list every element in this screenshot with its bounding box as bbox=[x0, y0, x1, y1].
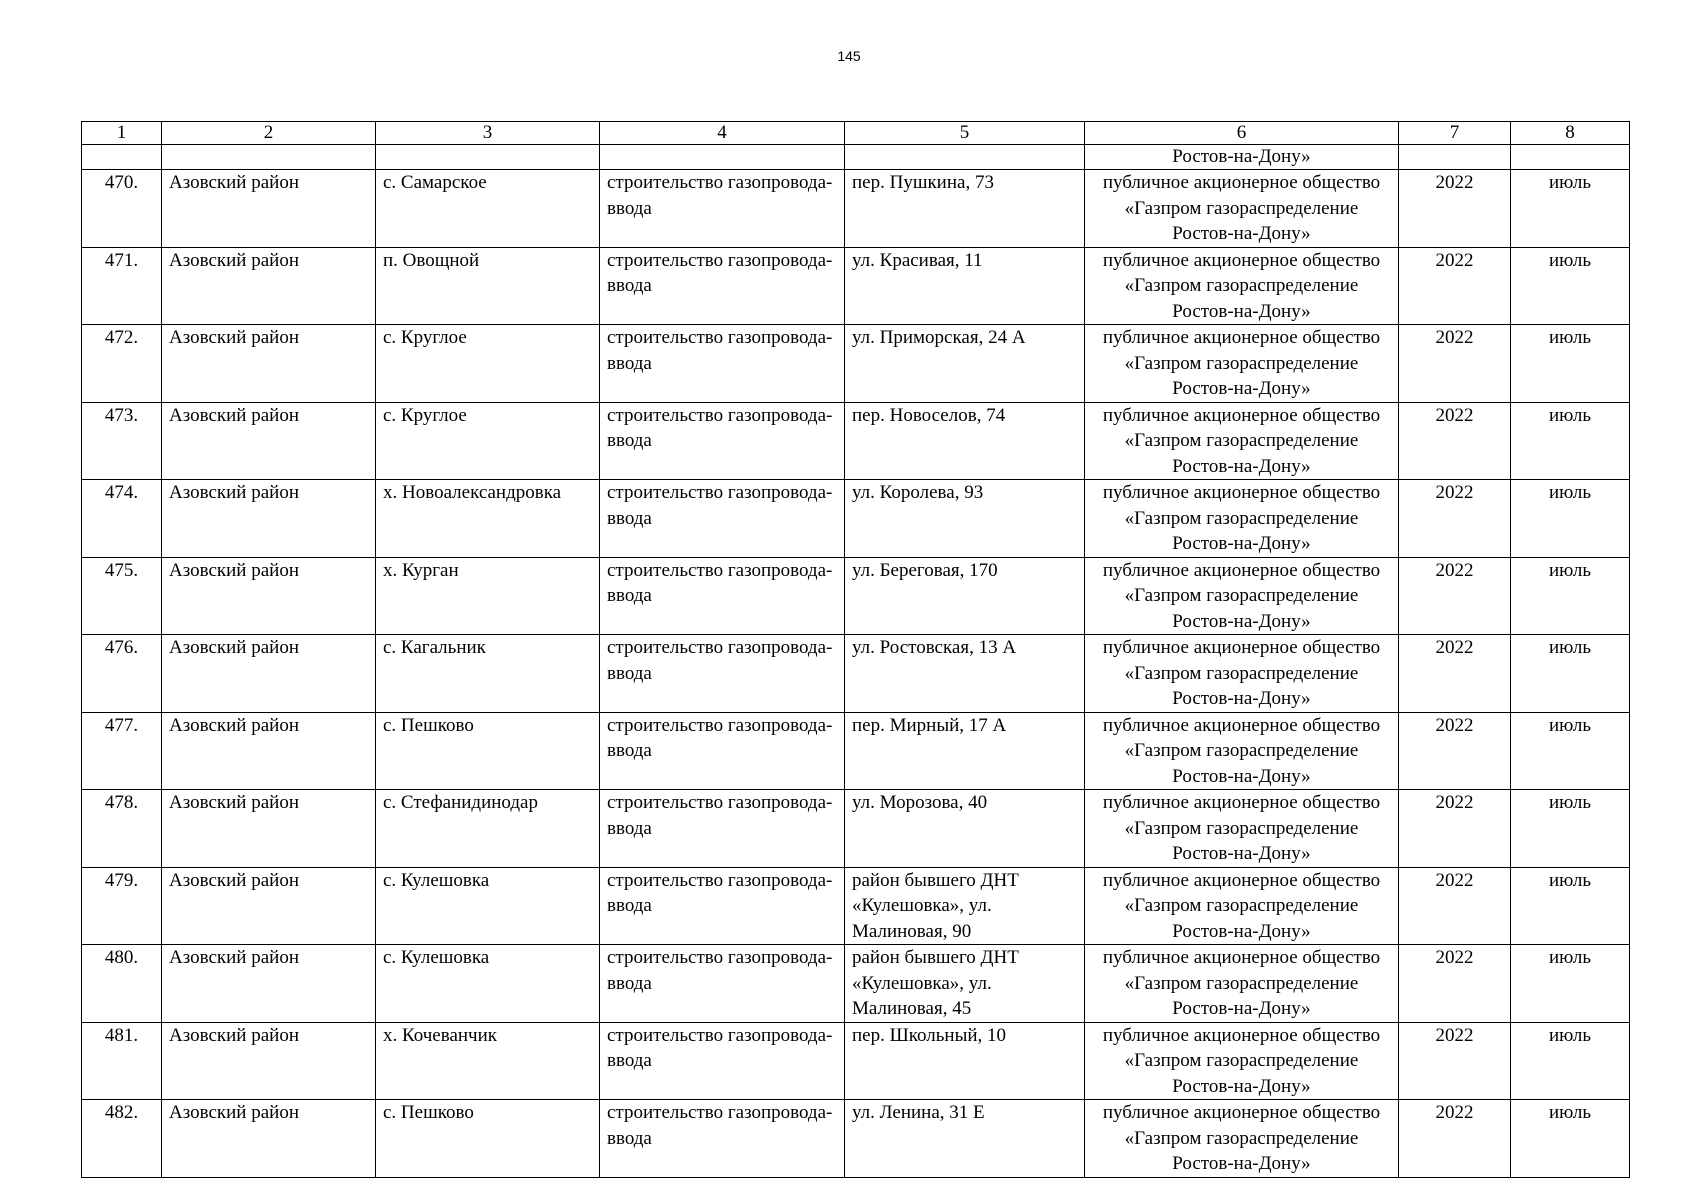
address-cell: ул. Приморская, 24 А bbox=[845, 325, 1085, 403]
district-cell: Азовский район bbox=[162, 1022, 376, 1100]
address-cell: ул. Ленина, 31 Е bbox=[845, 1100, 1085, 1178]
row-number-cell: 471. bbox=[82, 247, 162, 325]
organization-cell: публичное акционерное общество «Газпром газораспределение Ростов-на-Дону» bbox=[1085, 945, 1399, 1023]
continuation-row bbox=[82, 145, 1630, 170]
year-cell: 2022 bbox=[1399, 867, 1511, 945]
district-cell: Азовский район bbox=[162, 867, 376, 945]
work-type-cell: строительство газопровода-ввода bbox=[600, 635, 845, 713]
month-cell: июль bbox=[1511, 635, 1630, 713]
settlement-cell: с. Пешково bbox=[376, 1100, 600, 1178]
district-cell: Азовский район bbox=[162, 712, 376, 790]
settlement-cell: с. Кулешовка bbox=[376, 945, 600, 1023]
table-row bbox=[82, 557, 1630, 635]
work-type-cell: строительство газопровода-ввода bbox=[600, 480, 845, 558]
organization-cell: публичное акционерное общество «Газпром газораспределение Ростов-на-Дону» bbox=[1085, 170, 1399, 248]
organization-cell: публичное акционерное общество «Газпром газораспределение Ростов-на-Дону» bbox=[1085, 325, 1399, 403]
year-cell: 2022 bbox=[1399, 635, 1511, 713]
work-type-cell: строительство газопровода-ввода bbox=[600, 325, 845, 403]
address-cell: район бывшего ДНТ «Кулешовка», ул. Малиновая, 45 bbox=[845, 945, 1085, 1023]
settlement-cell: с. Стефанидинодар bbox=[376, 790, 600, 868]
organization-cell: публичное акционерное общество «Газпром газораспределение Ростов-на-Дону» bbox=[1085, 557, 1399, 635]
row-number-cell: 477. bbox=[82, 712, 162, 790]
month-cell: июль bbox=[1511, 170, 1630, 248]
settlement-cell: с. Самарское bbox=[376, 170, 600, 248]
empty-cell bbox=[376, 145, 600, 170]
year-cell: 2022 bbox=[1399, 790, 1511, 868]
settlement-cell: с. Пешково bbox=[376, 712, 600, 790]
empty-cell bbox=[82, 145, 162, 170]
settlement-cell: х. Кочеванчик bbox=[376, 1022, 600, 1100]
organization-cell: публичное акционерное общество «Газпром газораспределение Ростов-на-Дону» bbox=[1085, 712, 1399, 790]
month-cell: июль bbox=[1511, 1100, 1630, 1178]
month-cell: июль bbox=[1511, 325, 1630, 403]
month-cell: июль bbox=[1511, 557, 1630, 635]
address-cell: пер. Пушкина, 73 bbox=[845, 170, 1085, 248]
organization-cell: публичное акционерное общество «Газпром газораспределение Ростов-на-Дону» bbox=[1085, 247, 1399, 325]
empty-cell bbox=[845, 145, 1085, 170]
header-cell: 4 bbox=[600, 122, 845, 145]
year-cell: 2022 bbox=[1399, 557, 1511, 635]
district-cell: Азовский район bbox=[162, 170, 376, 248]
settlement-cell: с. Круглое bbox=[376, 402, 600, 480]
work-type-cell: строительство газопровода-ввода bbox=[600, 945, 845, 1023]
work-type-cell: строительство газопровода-ввода bbox=[600, 867, 845, 945]
year-cell: 2022 bbox=[1399, 945, 1511, 1023]
organization-cell: публичное акционерное общество «Газпром газораспределение Ростов-на-Дону» bbox=[1085, 1022, 1399, 1100]
table-row bbox=[82, 867, 1630, 945]
address-cell: ул. Ростовская, 13 А bbox=[845, 635, 1085, 713]
district-cell: Азовский район bbox=[162, 945, 376, 1023]
organization-cell: публичное акционерное общество «Газпром газораспределение Ростов-на-Дону» bbox=[1085, 867, 1399, 945]
header-cell: 1 bbox=[82, 122, 162, 145]
district-cell: Азовский район bbox=[162, 635, 376, 713]
table-row bbox=[82, 247, 1630, 325]
month-cell: июль bbox=[1511, 1022, 1630, 1100]
empty-cell bbox=[600, 145, 845, 170]
header-cell: 8 bbox=[1511, 122, 1630, 145]
address-cell: пер. Школьный, 10 bbox=[845, 1022, 1085, 1100]
row-number-cell: 472. bbox=[82, 325, 162, 403]
organization-cell: публичное акционерное общество «Газпром газораспределение Ростов-на-Дону» bbox=[1085, 480, 1399, 558]
empty-cell bbox=[1511, 145, 1630, 170]
table-row bbox=[82, 170, 1630, 248]
header-cell: 7 bbox=[1399, 122, 1511, 145]
header-cell: 3 bbox=[376, 122, 600, 145]
table-row bbox=[82, 1022, 1630, 1100]
table-row bbox=[82, 1100, 1630, 1178]
data-table bbox=[81, 121, 1630, 1178]
work-type-cell: строительство газопровода-ввода bbox=[600, 170, 845, 248]
district-cell: Азовский район bbox=[162, 480, 376, 558]
year-cell: 2022 bbox=[1399, 480, 1511, 558]
organization-cell: публичное акционерное общество «Газпром газораспределение Ростов-на-Дону» bbox=[1085, 790, 1399, 868]
address-cell: ул. Королева, 93 bbox=[845, 480, 1085, 558]
settlement-cell: п. Овощной bbox=[376, 247, 600, 325]
header-cell: 5 bbox=[845, 122, 1085, 145]
year-cell: 2022 bbox=[1399, 1022, 1511, 1100]
district-cell: Азовский район bbox=[162, 790, 376, 868]
table-row bbox=[82, 712, 1630, 790]
district-cell: Азовский район bbox=[162, 247, 376, 325]
row-number-cell: 476. bbox=[82, 635, 162, 713]
row-number-cell: 482. bbox=[82, 1100, 162, 1178]
table-row bbox=[82, 945, 1630, 1023]
year-cell: 2022 bbox=[1399, 325, 1511, 403]
organization-cell: публичное акционерное общество «Газпром газораспределение Ростов-на-Дону» bbox=[1085, 1100, 1399, 1178]
column-number-header-row bbox=[82, 122, 1630, 145]
month-cell: июль bbox=[1511, 712, 1630, 790]
district-cell: Азовский район bbox=[162, 325, 376, 403]
month-cell: июль bbox=[1511, 945, 1630, 1023]
row-number-cell: 470. bbox=[82, 170, 162, 248]
row-number-cell: 474. bbox=[82, 480, 162, 558]
address-cell: район бывшего ДНТ «Кулешовка», ул. Малиновая, 90 bbox=[845, 867, 1085, 945]
district-cell: Азовский район bbox=[162, 402, 376, 480]
work-type-cell: строительство газопровода-ввода bbox=[600, 712, 845, 790]
row-number-cell: 481. bbox=[82, 1022, 162, 1100]
address-cell: ул. Морозова, 40 bbox=[845, 790, 1085, 868]
address-cell: ул. Красивая, 11 bbox=[845, 247, 1085, 325]
year-cell: 2022 bbox=[1399, 402, 1511, 480]
district-cell: Азовский район bbox=[162, 1100, 376, 1178]
month-cell: июль bbox=[1511, 402, 1630, 480]
row-number-cell: 480. bbox=[82, 945, 162, 1023]
header-cell: 6 bbox=[1085, 122, 1399, 145]
month-cell: июль bbox=[1511, 247, 1630, 325]
row-number-cell: 479. bbox=[82, 867, 162, 945]
work-type-cell: строительство газопровода-ввода bbox=[600, 790, 845, 868]
table-row bbox=[82, 790, 1630, 868]
row-number-cell: 478. bbox=[82, 790, 162, 868]
address-cell: пер. Мирный, 17 А bbox=[845, 712, 1085, 790]
work-type-cell: строительство газопровода-ввода bbox=[600, 1022, 845, 1100]
settlement-cell: с. Кагальник bbox=[376, 635, 600, 713]
row-number-cell: 473. bbox=[82, 402, 162, 480]
address-cell: ул. Береговая, 170 bbox=[845, 557, 1085, 635]
work-type-cell: строительство газопровода-ввода bbox=[600, 557, 845, 635]
table-row bbox=[82, 635, 1630, 713]
row-number-cell: 475. bbox=[82, 557, 162, 635]
work-type-cell: строительство газопровода-ввода bbox=[600, 247, 845, 325]
organization-cell: публичное акционерное общество «Газпром газораспределение Ростов-на-Дону» bbox=[1085, 402, 1399, 480]
month-cell: июль bbox=[1511, 790, 1630, 868]
address-cell: пер. Новоселов, 74 bbox=[845, 402, 1085, 480]
empty-cell bbox=[162, 145, 376, 170]
settlement-cell: с. Кулешовка bbox=[376, 867, 600, 945]
table-row bbox=[82, 402, 1630, 480]
org-continuation-cell: Ростов-на-Дону» bbox=[1085, 145, 1399, 170]
table-row bbox=[82, 325, 1630, 403]
settlement-cell: с. Круглое bbox=[376, 325, 600, 403]
district-cell: Азовский район bbox=[162, 557, 376, 635]
settlement-cell: х. Новоалександровка bbox=[376, 480, 600, 558]
month-cell: июль bbox=[1511, 480, 1630, 558]
year-cell: 2022 bbox=[1399, 247, 1511, 325]
empty-cell bbox=[1399, 145, 1511, 170]
header-cell: 2 bbox=[162, 122, 376, 145]
work-type-cell: строительство газопровода-ввода bbox=[600, 1100, 845, 1178]
organization-cell: публичное акционерное общество «Газпром газораспределение Ростов-на-Дону» bbox=[1085, 635, 1399, 713]
page-number: 145 bbox=[837, 48, 861, 64]
table-row bbox=[82, 480, 1630, 558]
year-cell: 2022 bbox=[1399, 1100, 1511, 1178]
settlement-cell: х. Курган bbox=[376, 557, 600, 635]
work-type-cell: строительство газопровода-ввода bbox=[600, 402, 845, 480]
month-cell: июль bbox=[1511, 867, 1630, 945]
year-cell: 2022 bbox=[1399, 170, 1511, 248]
year-cell: 2022 bbox=[1399, 712, 1511, 790]
